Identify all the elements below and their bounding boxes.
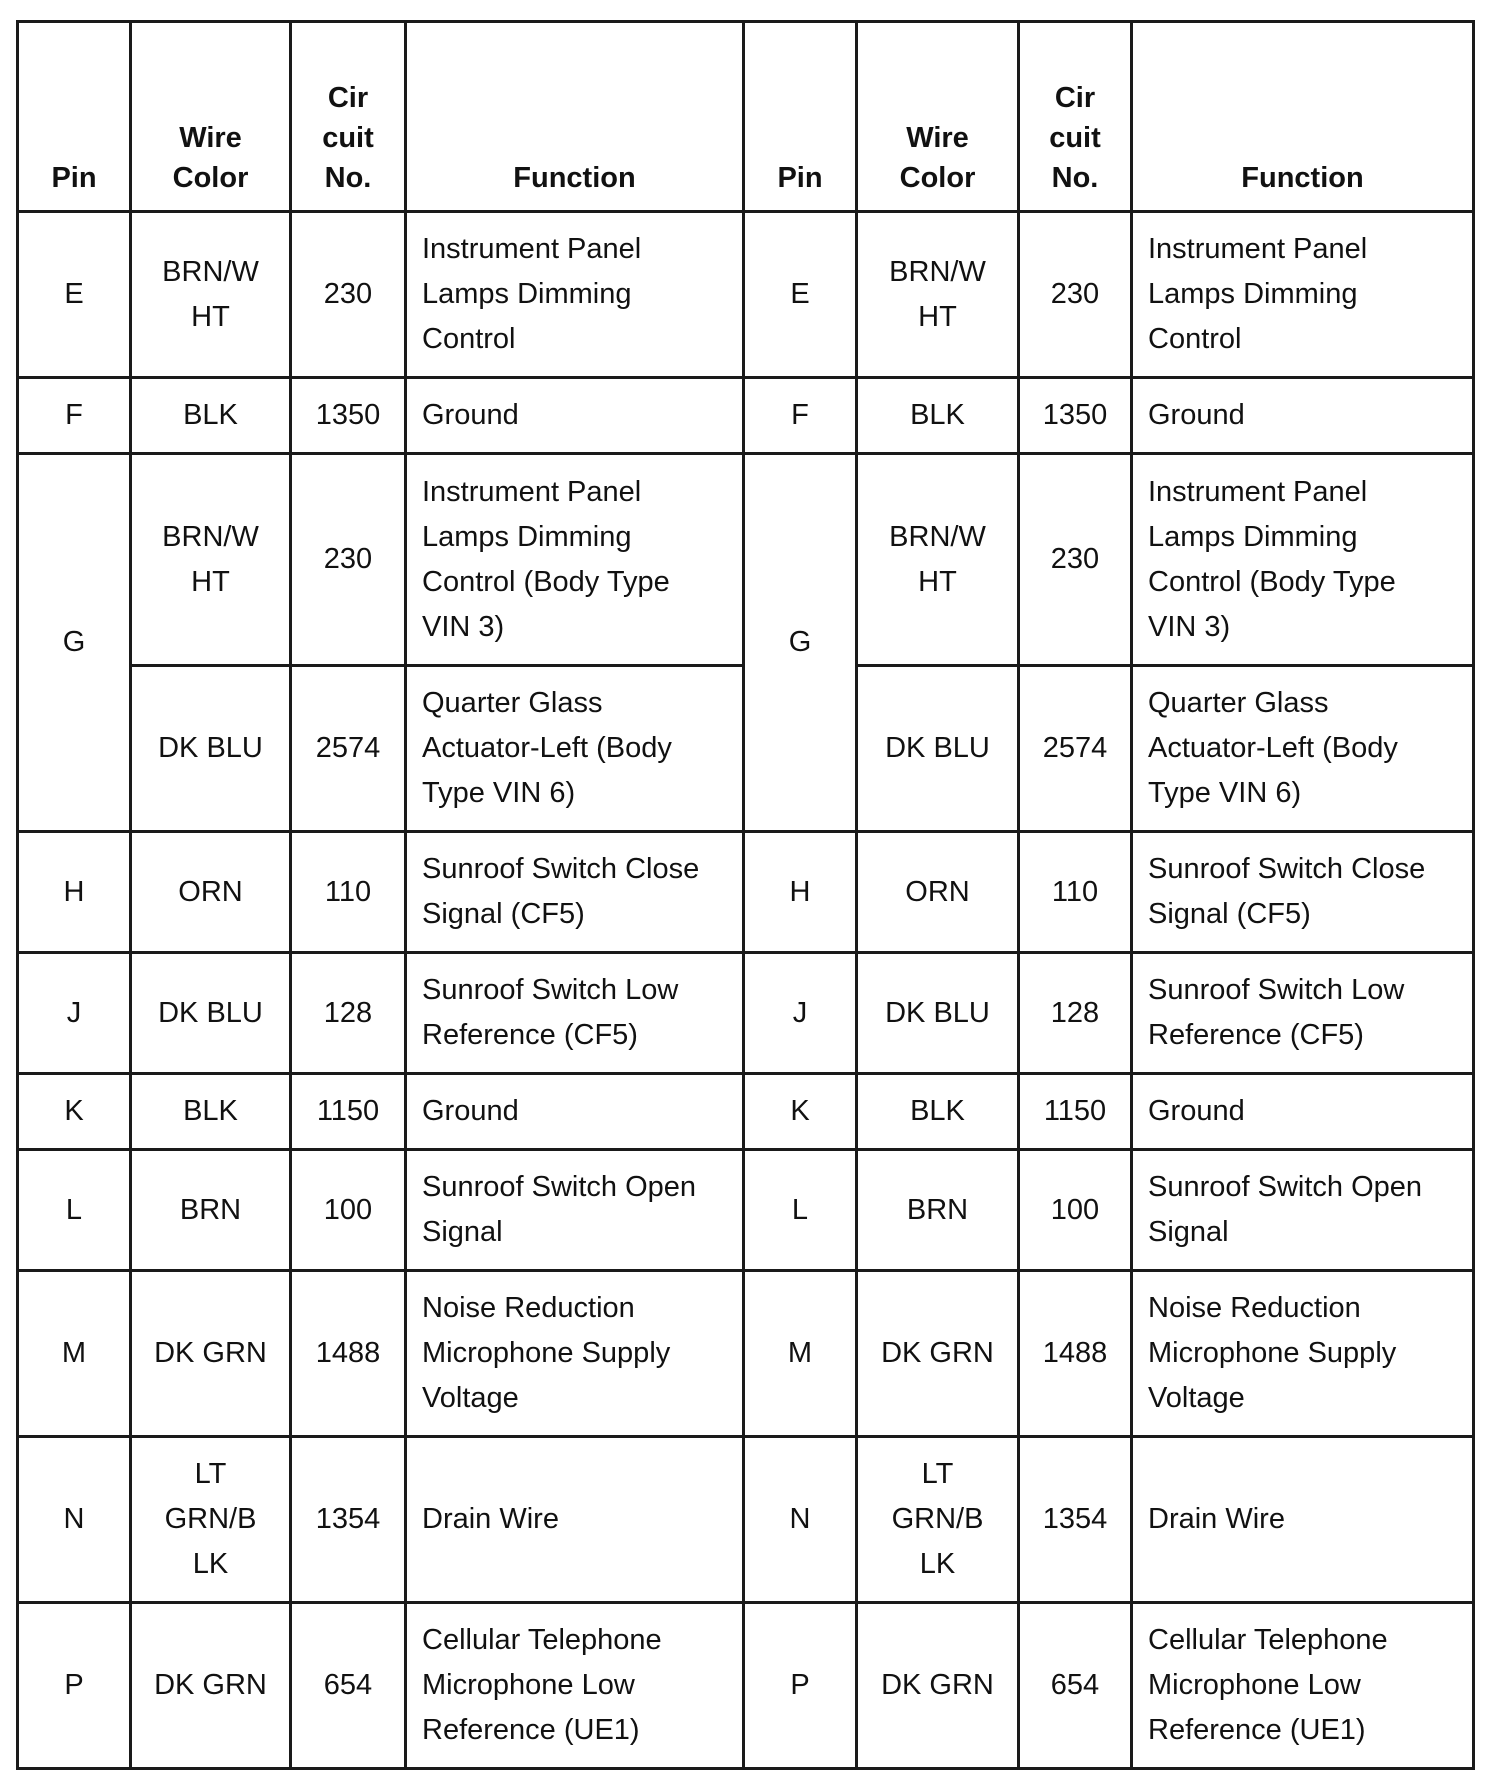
function-cell <box>406 1603 744 1769</box>
wire-color-cell <box>131 454 291 666</box>
function-line: Voltage <box>422 1382 519 1414</box>
header-pin: Pin <box>18 22 131 212</box>
table-row-pin-m <box>18 1271 1474 1437</box>
connector-pin-table <box>16 20 1475 1770</box>
pin-cell: J <box>744 953 857 1074</box>
function-cell <box>406 953 744 1074</box>
function-line: Signal <box>422 1216 503 1248</box>
function-cell: Drain Wire <box>1132 1437 1474 1603</box>
pin-cell: N <box>18 1437 131 1603</box>
table-row-pin-e <box>18 212 1474 378</box>
wire-color-cell: ORN <box>131 832 291 953</box>
function-cell <box>1132 1271 1474 1437</box>
circuit-cell: 654 <box>291 1603 406 1769</box>
pin-cell: M <box>18 1271 131 1437</box>
wire-color-line: GRN/B <box>164 1503 257 1535</box>
circuit-cell: 1354 <box>1019 1437 1132 1603</box>
table-row-pin-f <box>18 378 1474 454</box>
circuit-cell: 230 <box>291 212 406 378</box>
function-line: Instrument Panel <box>1148 475 1368 508</box>
pin-cell: E <box>18 212 131 378</box>
function-cell <box>406 212 744 378</box>
header-circuit-line: Cir <box>327 82 369 114</box>
wire-color-cell: DK GRN <box>131 1603 291 1769</box>
circuit-cell: 1350 <box>1019 378 1132 454</box>
function-line: Sunroof Switch Low <box>1148 974 1405 1006</box>
wire-color-cell: DK GRN <box>131 1271 291 1437</box>
function-cell <box>406 666 744 832</box>
function-line: Type VIN 6) <box>1148 777 1302 809</box>
wire-color-cell: ORN <box>857 832 1019 953</box>
function-cell <box>406 1150 744 1271</box>
wire-color-cell: DK GRN <box>857 1271 1019 1437</box>
table-row-pin-h <box>18 832 1474 953</box>
function-line: Lamps Dimming <box>422 278 632 310</box>
circuit-cell: 654 <box>1019 1603 1132 1769</box>
circuit-cell: 2574 <box>291 666 406 832</box>
function-cell <box>1132 454 1474 666</box>
header-wire-line: Wire <box>179 122 242 154</box>
function-line: Reference (CF5) <box>1148 1019 1364 1051</box>
pin-cell: G <box>18 454 131 832</box>
pin-cell: P <box>18 1603 131 1769</box>
pin-cell: P <box>744 1603 857 1769</box>
header-pin: Pin <box>744 22 857 212</box>
header-function: Function <box>406 22 744 212</box>
function-cell: Drain Wire <box>406 1437 744 1603</box>
wire-color-line: BRN/W <box>889 255 986 288</box>
function-line: Control (Body Type <box>422 565 670 598</box>
function-line: Sunroof Switch Close <box>422 853 700 885</box>
pin-cell: K <box>18 1074 131 1150</box>
circuit-cell: 100 <box>291 1150 406 1271</box>
wire-color-line: LK <box>919 1548 956 1580</box>
header-circuit-line: cuit <box>1049 122 1101 154</box>
circuit-cell: 1150 <box>291 1074 406 1150</box>
wire-color-cell: DK BLU <box>857 666 1019 832</box>
circuit-cell: 1354 <box>291 1437 406 1603</box>
function-line: Lamps Dimming <box>422 520 632 553</box>
header-circuit-no <box>291 22 406 212</box>
function-cell: Ground <box>406 378 744 454</box>
function-line: Microphone Low <box>422 1669 635 1701</box>
table-row-pin-j <box>18 953 1474 1074</box>
function-line: Sunroof Switch Close <box>1148 853 1426 885</box>
pin-cell: L <box>744 1150 857 1271</box>
function-line: Instrument Panel <box>1148 233 1368 265</box>
header-circuit-no <box>1019 22 1132 212</box>
pin-cell: J <box>18 953 131 1074</box>
function-line: Quarter Glass <box>422 687 603 719</box>
circuit-cell: 230 <box>291 454 406 666</box>
function-line: Microphone Supply <box>1148 1337 1397 1369</box>
function-cell <box>406 1271 744 1437</box>
function-cell: Ground <box>1132 1074 1474 1150</box>
header-wire-color <box>131 22 291 212</box>
wire-color-cell <box>857 212 1019 378</box>
wire-color-line: LK <box>192 1548 229 1580</box>
function-line: Voltage <box>1148 1382 1245 1414</box>
wire-color-line: HT <box>918 300 957 333</box>
function-cell <box>406 454 744 666</box>
wire-color-line: HT <box>191 300 230 333</box>
wire-color-cell: DK BLU <box>857 953 1019 1074</box>
function-line: VIN 3) <box>422 610 505 643</box>
pin-cell: L <box>18 1150 131 1271</box>
function-cell <box>1132 832 1474 953</box>
header-wire-line: Color <box>172 162 249 194</box>
function-line: Actuator-Left (Body <box>422 732 672 764</box>
circuit-cell: 128 <box>1019 953 1132 1074</box>
wire-color-line: BRN/W <box>889 520 986 553</box>
function-line: Reference (UE1) <box>1148 1714 1366 1746</box>
wire-color-cell <box>857 454 1019 666</box>
function-line: Sunroof Switch Open <box>422 1171 697 1203</box>
header-wire-color <box>857 22 1019 212</box>
function-line: Reference (UE1) <box>422 1714 640 1746</box>
function-line: Instrument Panel <box>422 475 642 508</box>
function-line: Signal (CF5) <box>1148 898 1311 930</box>
function-line: VIN 3) <box>1148 610 1231 643</box>
circuit-cell: 100 <box>1019 1150 1132 1271</box>
wire-color-cell: BLK <box>857 378 1019 454</box>
header-circuit-line: Cir <box>1054 82 1096 114</box>
function-line: Cellular Telephone <box>1148 1624 1388 1656</box>
circuit-cell: 128 <box>291 953 406 1074</box>
function-line: Signal (CF5) <box>422 898 585 930</box>
function-line: Quarter Glass <box>1148 687 1329 719</box>
wire-color-line: HT <box>191 565 230 598</box>
function-line: Cellular Telephone <box>422 1624 662 1656</box>
circuit-cell: 230 <box>1019 454 1132 666</box>
function-line: Lamps Dimming <box>1148 520 1358 553</box>
wire-color-cell: BRN <box>857 1150 1019 1271</box>
table-row-pin-p <box>18 1603 1474 1769</box>
header-circuit-line: No. <box>324 162 372 194</box>
function-line: Lamps Dimming <box>1148 278 1358 310</box>
wire-color-line: LT <box>921 1458 954 1490</box>
table-row-pin-l <box>18 1150 1474 1271</box>
circuit-cell: 110 <box>1019 832 1132 953</box>
table-row-pin-g <box>18 454 1474 666</box>
pin-cell: H <box>18 832 131 953</box>
function-line: Control <box>1148 323 1242 355</box>
function-line: Sunroof Switch Open <box>1148 1171 1423 1203</box>
pin-cell: K <box>744 1074 857 1150</box>
header-function: Function <box>1132 22 1474 212</box>
circuit-cell: 1488 <box>291 1271 406 1437</box>
function-line: Instrument Panel <box>422 233 642 265</box>
wire-color-cell: BLK <box>131 378 291 454</box>
function-line: Microphone Low <box>1148 1669 1361 1701</box>
function-line: Type VIN 6) <box>422 777 576 809</box>
pin-cell: N <box>744 1437 857 1603</box>
wire-color-cell: DK GRN <box>857 1603 1019 1769</box>
function-line: Control (Body Type <box>1148 565 1396 598</box>
header-circuit-line: cuit <box>322 122 374 154</box>
pin-cell: F <box>18 378 131 454</box>
function-cell: Ground <box>406 1074 744 1150</box>
circuit-cell: 2574 <box>1019 666 1132 832</box>
function-line: Reference (CF5) <box>422 1019 638 1051</box>
wire-color-cell: DK BLU <box>131 666 291 832</box>
pin-cell: G <box>744 454 857 832</box>
pin-cell: M <box>744 1271 857 1437</box>
pin-cell: F <box>744 378 857 454</box>
table-row-pin-k <box>18 1074 1474 1150</box>
function-cell <box>1132 1603 1474 1769</box>
circuit-cell: 1488 <box>1019 1271 1132 1437</box>
function-cell <box>1132 953 1474 1074</box>
function-line: Microphone Supply <box>422 1337 671 1369</box>
wire-color-cell: BRN <box>131 1150 291 1271</box>
circuit-cell: 110 <box>291 832 406 953</box>
circuit-cell: 1350 <box>291 378 406 454</box>
pin-cell: H <box>744 832 857 953</box>
function-line: Sunroof Switch Low <box>422 974 679 1006</box>
header-row <box>18 22 1474 212</box>
wire-color-cell: BLK <box>857 1074 1019 1150</box>
wire-color-line: GRN/B <box>891 1503 984 1535</box>
function-line: Control <box>422 323 516 355</box>
circuit-cell: 230 <box>1019 212 1132 378</box>
function-cell <box>406 832 744 953</box>
wire-color-cell <box>857 1437 1019 1603</box>
wire-color-line: LT <box>194 1458 227 1490</box>
wire-color-cell: BLK <box>131 1074 291 1150</box>
table-row-pin-n <box>18 1437 1474 1603</box>
wire-color-line: BRN/W <box>162 520 259 553</box>
function-cell <box>1132 1150 1474 1271</box>
function-line: Signal <box>1148 1216 1229 1248</box>
wire-color-cell <box>131 212 291 378</box>
header-wire-line: Wire <box>906 122 969 154</box>
header-wire-line: Color <box>899 162 976 194</box>
wire-color-line: HT <box>918 565 957 598</box>
wire-color-line: BRN/W <box>162 255 259 288</box>
header-circuit-line: No. <box>1051 162 1099 194</box>
pin-cell: E <box>744 212 857 378</box>
function-cell: Ground <box>1132 378 1474 454</box>
function-line: Noise Reduction <box>1148 1292 1361 1324</box>
circuit-cell: 1150 <box>1019 1074 1132 1150</box>
function-line: Actuator-Left (Body <box>1148 732 1398 764</box>
wire-color-cell <box>131 1437 291 1603</box>
function-line: Noise Reduction <box>422 1292 635 1324</box>
function-cell <box>1132 666 1474 832</box>
wire-color-cell: DK BLU <box>131 953 291 1074</box>
function-cell <box>1132 212 1474 378</box>
